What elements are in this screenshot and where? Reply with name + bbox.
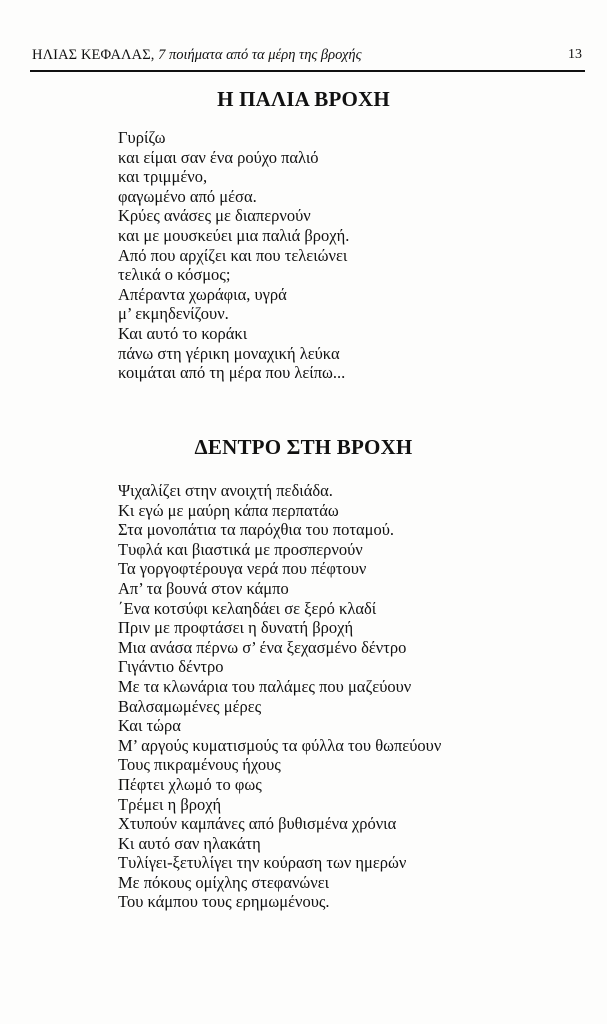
- header-rule: [30, 70, 585, 72]
- verse-line: ΄Ενα κοτσύφι κελαηδάει σε ξερό κλαδί: [118, 598, 377, 618]
- poem-verse-old-rain: [118, 128, 349, 383]
- verse-line: Μ’ αργούς κυματισμούς τα φύλλα του θωπεύουν: [118, 735, 442, 755]
- verse-line: Κι αυτό σαν ηλακάτη: [118, 833, 261, 853]
- verse-line: Από που αρχίζει και που τελειώνει: [118, 245, 348, 265]
- verse-line: Πριν με προφτάσει η δυνατή βροχή: [118, 618, 354, 638]
- poem-title-tree-in-rain: ΔΕΝΤΡΟ ΣΤΗ ΒΡΟΧΗ: [194, 435, 413, 459]
- verse-line: και με μουσκεύει μια παλιά βροχή.: [118, 225, 350, 245]
- verse-line: Απέραντα χωράφια, υγρά: [118, 284, 287, 304]
- verse-line: μ’ εκμηδενίζουν.: [118, 304, 229, 324]
- verse-line: Κρύες ανάσες με διαπερνούν: [118, 206, 311, 226]
- verse-line: Βαλσαμωμένες μέρες: [118, 696, 262, 716]
- verse-line: Τυφλά και βιαστικά με προσπερνούν: [118, 539, 363, 559]
- header-subtitle: 7 ποιήματα από τα μέρη της βροχής: [158, 47, 362, 63]
- verse-line: Και αυτό το κοράκι: [118, 323, 248, 343]
- verse-line: Και τώρα: [118, 716, 181, 736]
- verse-line: Κι εγώ με μαύρη κάπα περπατάω: [118, 500, 339, 520]
- verse-line: Με πόκους ομίχλης στεφανώνει: [118, 872, 330, 892]
- verse-line: πάνω στη γέρικη μοναχική λεύκα: [118, 343, 340, 363]
- verse-line: και είμαι σαν ένα ρούχο παλιό: [118, 147, 319, 167]
- verse-line: Απ’ τα βουνά στον κάμπο: [118, 578, 289, 598]
- verse-line: Τυλίγει-ξετυλίγει την κούραση των ημερών: [118, 853, 407, 873]
- verse-line: κοιμάται από τη μέρα που λείπω...: [118, 363, 346, 383]
- verse-line: Με τα κλωνάρια του παλάμες που μαζεύουν: [118, 676, 412, 696]
- verse-line: και τριμμένο,: [118, 167, 208, 187]
- header-author: ΗΛΙΑΣ ΚΕΦΑΛΑΣ,: [32, 47, 155, 63]
- page-number: 13: [568, 47, 582, 62]
- verse-line: Ψιχαλίζει στην ανοιχτή πεδιάδα.: [118, 481, 333, 500]
- verse-line: Πέφτει χλωμό το φως: [118, 774, 262, 794]
- verse-line: Μια ανάσα πέρνω σ’ ένα ξεχασμένο δέντρο: [118, 637, 407, 657]
- verse-line: Γυρίζω: [118, 128, 166, 147]
- verse-line: Χτυπούν καμπάνες από βυθισμένα χρόνια: [118, 814, 397, 834]
- verse-line: Τρέμει η βροχή: [118, 794, 222, 814]
- poem-verse-tree-in-rain: [118, 481, 441, 912]
- verse-line: Στα μονοπάτια τα παρόχθια του ποταμού.: [118, 520, 395, 540]
- verse-line: Τα γοργοφτέρουγα νερά που πέφτουν: [118, 559, 367, 579]
- verse-line: Του κάμπου τους ερημωμένους.: [118, 892, 330, 912]
- poem-title-old-rain: Η ΠΑΛΙΑ ΒΡΟΧΗ: [217, 87, 390, 111]
- verse-line: Γιγάντιο δέντρο: [118, 657, 224, 677]
- verse-line: τελικά ο κόσμος;: [118, 265, 231, 285]
- running-header: [32, 44, 584, 66]
- verse-line: Τους πικραμένους ήχους: [118, 755, 281, 775]
- verse-line: φαγωμένο από μέσα.: [118, 186, 257, 206]
